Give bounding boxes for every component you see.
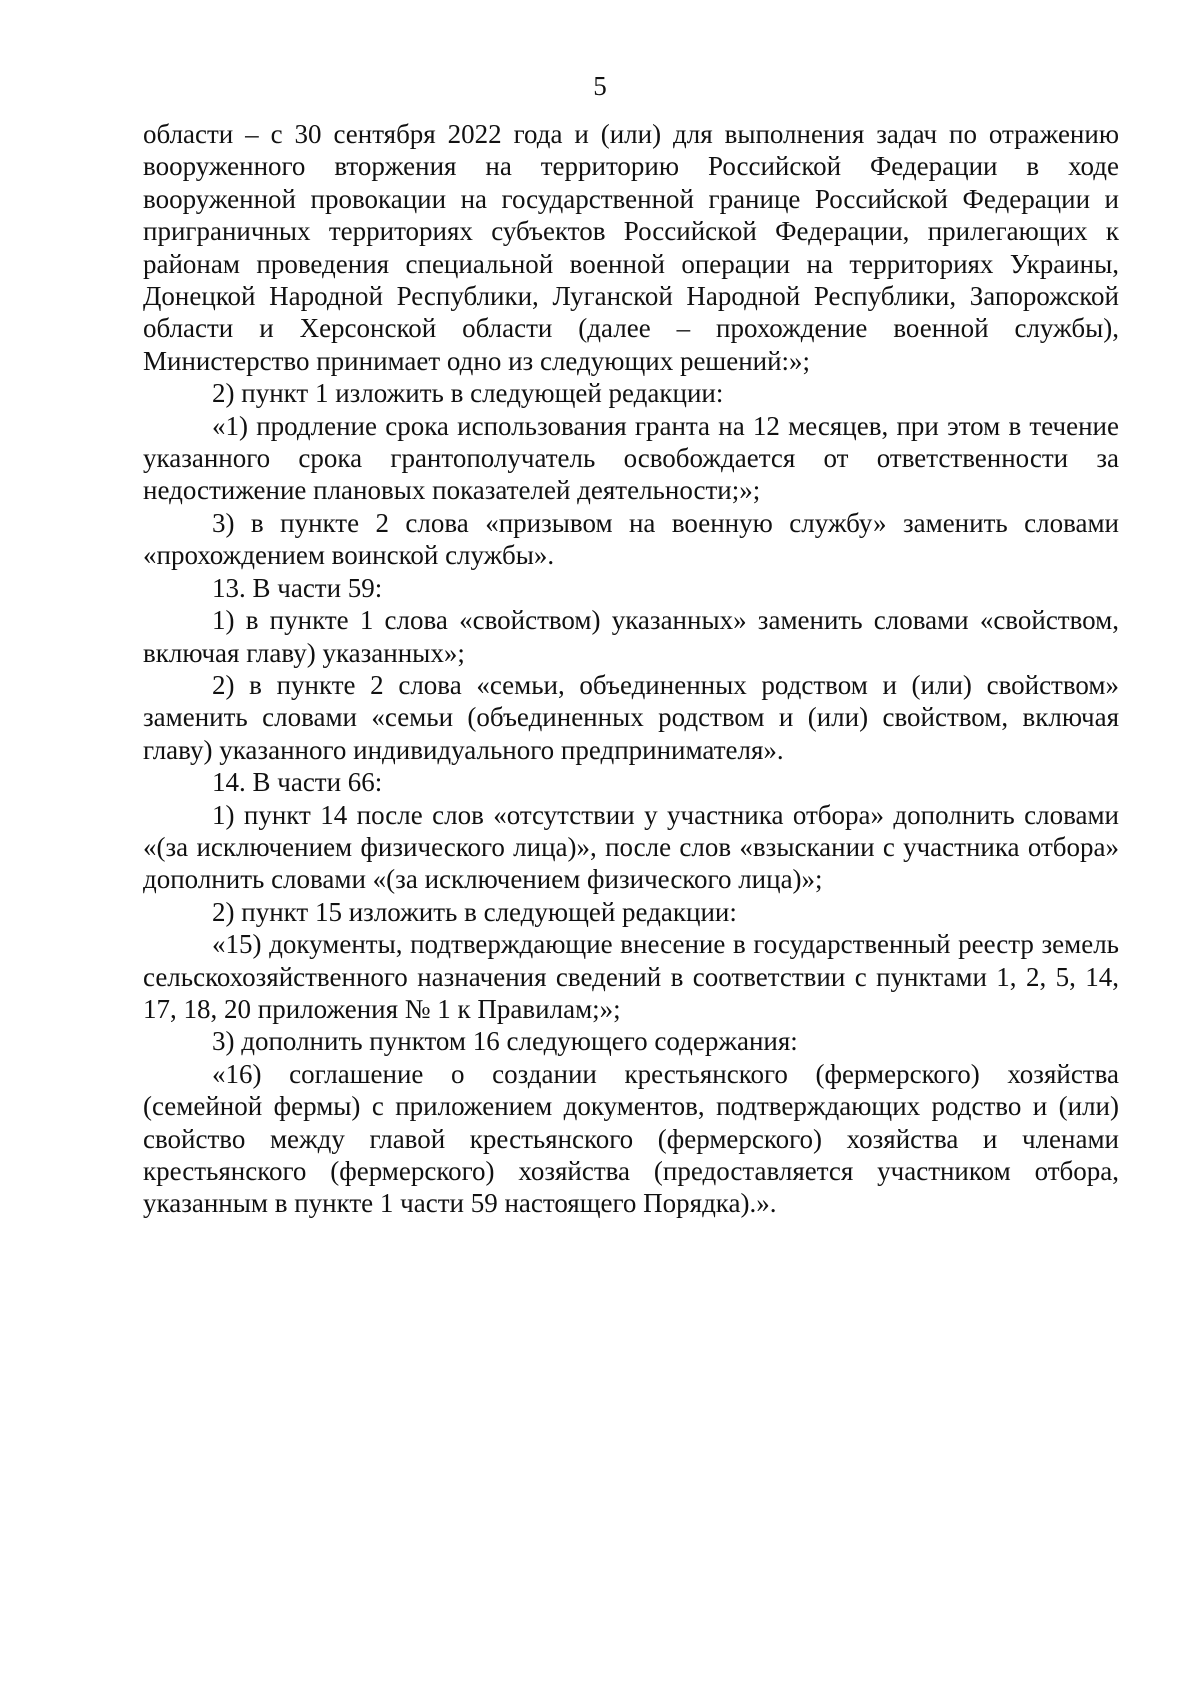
paragraph-section-14: 14. В части 66: <box>212 767 383 798</box>
paragraph-section-14-item-3: 3) дополнить пунктом 16 следующего содержания: <box>212 1026 798 1057</box>
paragraph-section-13-item-2: 2) в пункте 2 слова «семьи, объединенных родством и (или) свойством» заменить словами «семьи (объединенных родством и (или) свойством, включая главу) указанного индивидуального предпринимателя». <box>143 669 1119 765</box>
document-body <box>143 118 1119 1220</box>
paragraph-item-2-point-1: 2) пункт 1 изложить в следующей редакции: <box>212 378 724 409</box>
paragraph-section-13: 13. В части 59: <box>212 572 383 603</box>
page-number: 5 <box>593 71 607 101</box>
paragraph-item-3-point-2: 3) в пункте 2 слова «призывом на военную службу» заменить словами «прохождением воинской службы». <box>143 507 1119 571</box>
paragraph-continuation: области – с 30 сентября 2022 года и (или) для выполнения задач по отражению вооруженного вторжения на территорию Российской Федерации в ходе вооруженной провокации на государственной границе Российской Федерации и приграничных территориях субъектов Российской Федерации, прилегающих к районам проведения специальной военной операции на территориях Украины, Донецкой Народной Республики, Луганской Народной Республики, Запорожской области и Херсонской области (далее – прохождение военной службы), Министерство принимает одно из следующих решений:»; <box>143 119 1119 376</box>
paragraph-section-14-item-2: 2) пункт 15 изложить в следующей редакции: <box>212 896 737 927</box>
paragraph-quote-point-15: «15) документы, подтверждающие внесение в государственный реестр земель сельскохозяйственного назначения сведений в соответствии с пунктами 1, 2, 5, 14, 17, 18, 20 приложения № 1 к Правилам;»; <box>143 929 1119 1024</box>
paragraph-section-14-item-1: 1) пункт 14 после слов «отсутствии у участника отбора» дополнить словами «(за исключением физического лица)», после слов «взыскании с участника отбора» дополнить словами «(за исключением физического лица)»; <box>143 799 1119 895</box>
paragraph-section-13-item-1: 1) в пункте 1 слова «свойством) указанных» заменить словами «свойством, включая главу) указанных»; <box>143 605 1119 668</box>
paragraph-quote-point-1: «1) продление срока использования гранта на 12 месяцев, при этом в течение указанного срока грантополучатель освобождается от ответственности за недостижение плановых показателей деятельности;»; <box>143 410 1119 506</box>
paragraph-quote-point-16: «16) соглашение о создании крестьянского (фермерского) хозяйства (семейной фермы) с приложением документов, подтверждающих родство и (или) свойство между главой крестьянского (фермерского) хозяйства и членами крестьянского (фермерского) хозяйства (предоставляется участником отбора, указанным в пункте 1 части 59 настоящего Порядка).». <box>143 1058 1119 1219</box>
